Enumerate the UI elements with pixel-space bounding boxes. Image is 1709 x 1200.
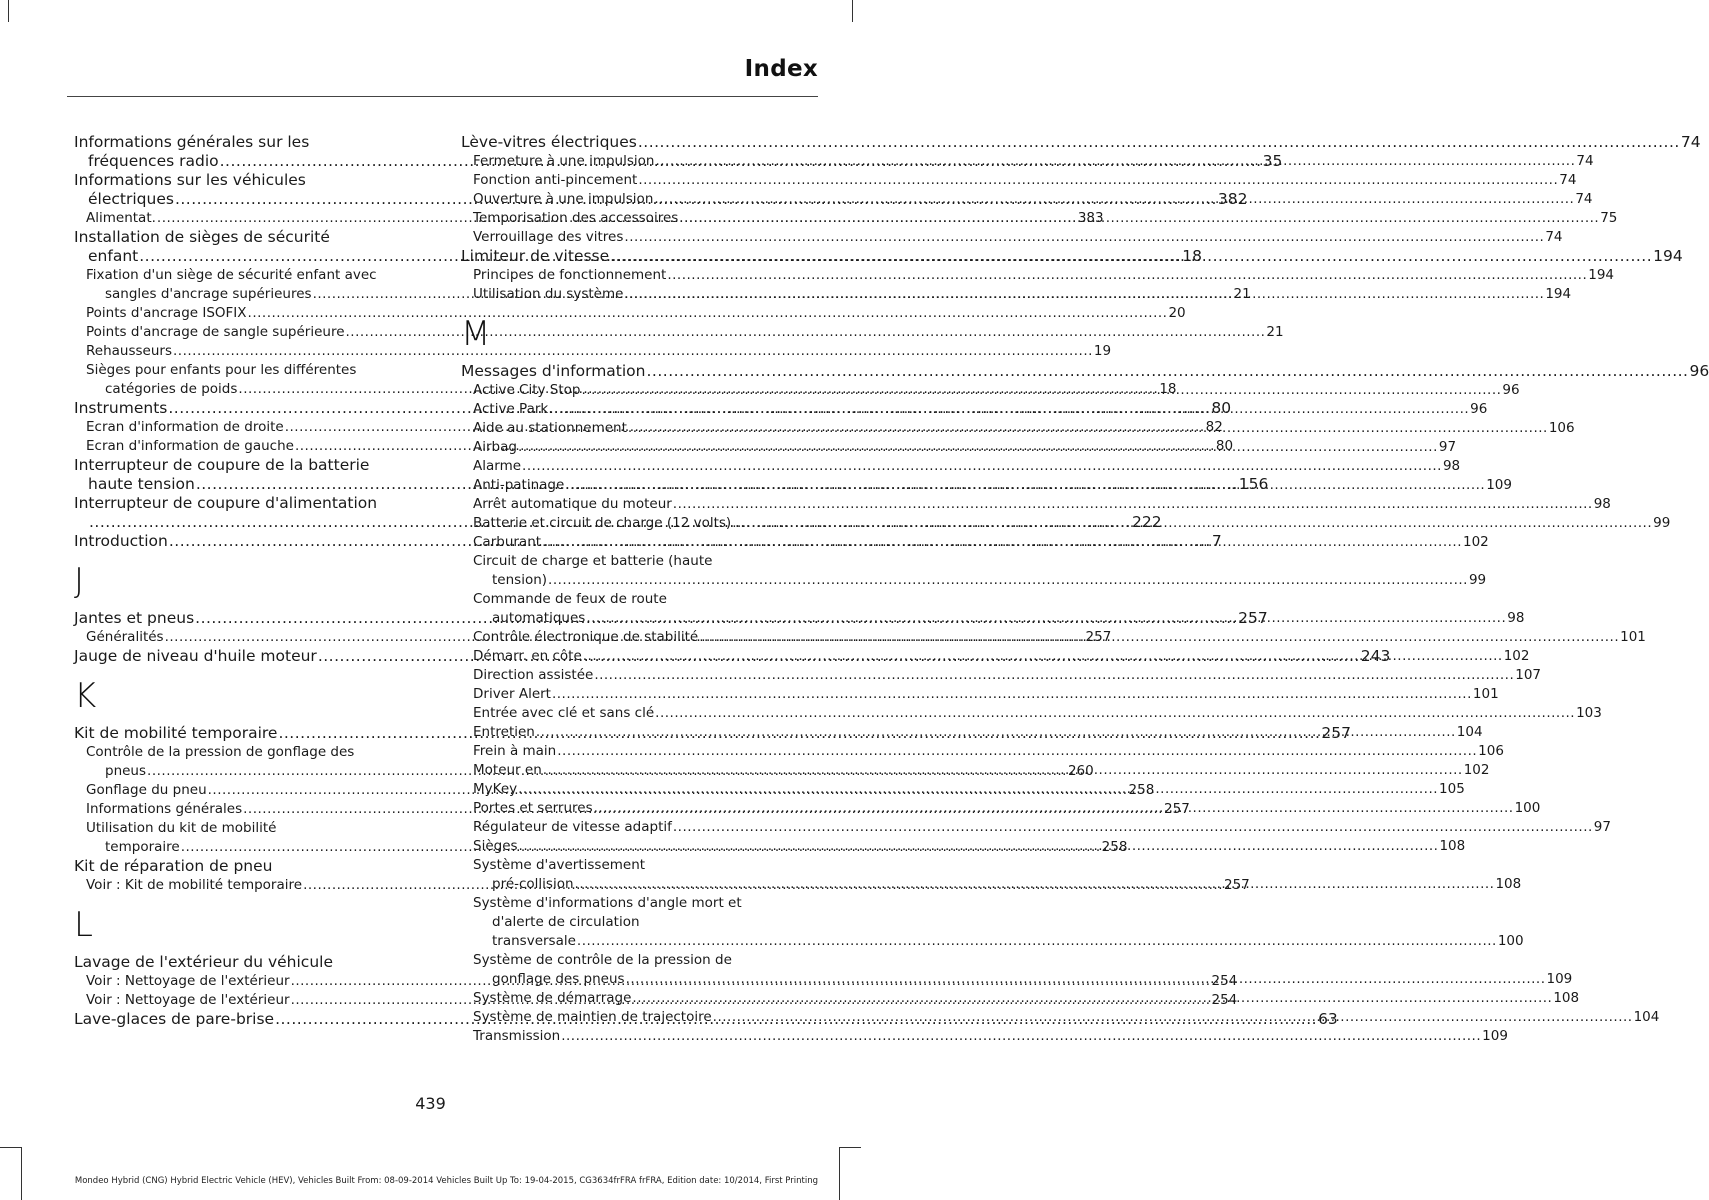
section-letter: L (74, 905, 93, 945)
entry-text: Principes de fonctionnement (473, 267, 667, 283)
dot-leader (655, 704, 1575, 723)
dot-leader (536, 723, 1456, 742)
entry-page: 102 (1463, 762, 1490, 778)
entry-text: Installation de sièges de sécurité (74, 228, 330, 246)
entry-text: Carburant (473, 534, 542, 550)
entry-page: 99 (1468, 572, 1487, 588)
entry-page: 102 (1503, 648, 1530, 664)
entry-page: 100 (1514, 800, 1541, 816)
entry-text: Voir : Nettoyage de l'extérieur (86, 973, 290, 989)
entry-text: Kit de mobilité temporaire (74, 724, 278, 742)
dot-leader (565, 476, 1485, 495)
entry-page: 99 (1653, 515, 1671, 531)
entry-text: Informations générales (86, 801, 243, 817)
entry-text: Temporisation des accessoires (473, 210, 679, 226)
entry-text: Système de démarrage (473, 990, 632, 1006)
entry-text: Alarme (473, 458, 522, 474)
footer-text: Mondeo Hybrid (CNG) Hybrid Electric Vehicle (HEV), Vehicles Built From: 08-09-2014 Vehicles Built Up To: 19-04-2015, CG3634frFRA frFRA, Edition date: 10/2014, First Printing (74, 1176, 818, 1186)
entry-page: 156 (1238, 475, 1269, 493)
index-subentry (461, 552, 1487, 590)
entry-text: pré-collision (492, 876, 574, 892)
dot-leader (586, 609, 1506, 628)
index-subentry (74, 304, 1186, 323)
entry-page: 383 (1077, 210, 1104, 226)
entry-page: 106 (1478, 743, 1504, 759)
index-subentry (461, 704, 1602, 723)
entry-page: 74 (1576, 153, 1594, 169)
index-subentry (461, 666, 1542, 685)
entry-page: 257 (1164, 801, 1190, 817)
entry-text: Kit de réparation de pneu (74, 857, 273, 875)
entry-page: 257 (1321, 724, 1352, 742)
entry-text: Active Park (473, 401, 549, 417)
entry-text: Rehausseurs (86, 343, 172, 359)
entry-text: Airbag (473, 439, 517, 455)
crop-mark (21, 1148, 22, 1200)
entry-text: MyKey (473, 781, 518, 797)
dot-leader (549, 400, 1469, 419)
entry-text: Aide au stationnement (473, 420, 627, 436)
entry-page: 109 (1482, 1028, 1508, 1044)
entry-text: Frein à main (473, 743, 557, 759)
entry-page: 18 (1182, 247, 1202, 265)
entry-text: Alimentat. (86, 210, 156, 226)
entry-text: Lavage de l'extérieur du véhicule (74, 953, 333, 971)
entry-text: Démarr. en côte (473, 648, 582, 664)
entry-page: 19 (1093, 343, 1112, 359)
header-rule (67, 96, 818, 97)
entry-text: Lave-glaces de pare-brise (74, 1010, 275, 1028)
dot-leader (699, 628, 1619, 647)
dot-leader (647, 362, 1689, 381)
entry-text: Gonflage du pneu (86, 782, 207, 798)
entry-page: 96 (1502, 382, 1520, 398)
entry-text: enfant (88, 247, 139, 265)
entry-text: Système d'avertissement (473, 857, 646, 873)
entry-text: Ecran d'information de gauche (86, 438, 294, 454)
entry-text: Circuit de charge et batterie (haute (473, 553, 713, 569)
entry-text: transversale (492, 933, 576, 949)
index-entry (461, 362, 1709, 381)
dot-leader (548, 571, 1468, 590)
entry-page: 260 (1067, 763, 1094, 779)
entry-text: pneus (105, 763, 147, 779)
entry-page: 80 (1211, 399, 1232, 417)
entry-text: Driver Alert (473, 686, 551, 702)
entry-text: Moteur en (473, 762, 542, 778)
entry-text: Contrôle de la pression de gonflage des (86, 744, 355, 760)
entry-text: Sièges (473, 838, 518, 854)
entry-page: 106 (1548, 420, 1575, 436)
entry-text: Entrée avec clé et sans clé (473, 705, 655, 721)
entry-text: d'alerte de circulation (492, 914, 640, 930)
entry-text: Fonction anti-pincement (473, 172, 638, 188)
entry-page: 103 (1576, 705, 1602, 721)
entry-page: 101 (1620, 629, 1646, 645)
entry-text: Portes et serrures (473, 800, 593, 816)
entry-text: Système de maintien de trajectoire (473, 1009, 712, 1025)
entry-page: 254 (1211, 992, 1238, 1008)
dot-leader (638, 171, 1558, 190)
entry-page: 82 (1205, 419, 1223, 435)
entry-page: 104 (1456, 724, 1483, 740)
entry-page: 101 (1472, 686, 1499, 702)
index-entry (74, 953, 424, 972)
entry-text: Contrôle électronique de stabilité (473, 629, 699, 645)
entry-page: 20 (1168, 305, 1186, 321)
dot-leader (624, 228, 1544, 247)
index-subentry (461, 685, 1499, 704)
entry-text: gonflage des pneus (492, 971, 625, 987)
index-entry (74, 857, 424, 876)
index-subentry (461, 266, 1615, 285)
entry-text: Commande de feux de route (473, 591, 667, 607)
entry-text: Ecran d'information de droite (86, 419, 284, 435)
entry-page: 75 (1600, 210, 1618, 226)
entry-text: sangles d'ancrage supérieures (105, 286, 312, 302)
index-subentry (74, 323, 1284, 342)
entry-text: Lève-vitres électriques (461, 133, 637, 151)
entry-page: 21 (1266, 324, 1284, 340)
dot-leader (594, 799, 1514, 818)
entry-text: Anti-patinage (473, 477, 565, 493)
dot-leader (713, 1008, 1633, 1027)
entry-text: Jauge de niveau d'huile moteur (74, 647, 317, 665)
page-number: 439 (415, 1094, 446, 1113)
entry-page: 102 (1462, 534, 1489, 550)
entry-text: Généralités (86, 629, 164, 645)
entry-page: 108 (1553, 990, 1580, 1006)
entry-page: 107 (1515, 667, 1542, 683)
entry-text: Sièges pour enfants pour les différentes (86, 362, 357, 378)
entry-text: Voir : Nettoyage de l'extérieur (86, 992, 290, 1008)
entry-page: 105 (1439, 781, 1465, 797)
entry-text: Informations générales sur les (74, 133, 310, 151)
entry-page: 74 (1680, 133, 1701, 151)
index-subentry (461, 495, 1611, 514)
entry-page: 243 (1360, 647, 1391, 665)
entry-text: Fixation d'un siège de sécurité enfant avec (86, 267, 377, 283)
entry-page: 35 (1262, 152, 1283, 170)
entry-page: 7 (1211, 532, 1222, 550)
index-subentry (74, 342, 1112, 361)
index-subentry (461, 171, 1577, 190)
entry-text: Entretien (473, 724, 535, 740)
entry-text: Ouverture à une impulsion (473, 191, 654, 207)
entry-text: Informations sur les véhicules (74, 171, 306, 189)
dot-leader (518, 438, 1438, 457)
entry-text: Batterie et circuit de charge (12 volts) (473, 515, 732, 531)
dot-leader (732, 514, 1652, 533)
entry-page: 258 (1128, 782, 1155, 798)
entry-text: Utilisation du kit de mobilité (86, 820, 277, 836)
entry-page: 194 (1588, 267, 1615, 283)
index-subentry (461, 742, 1504, 761)
dot-leader (577, 932, 1497, 951)
crop-mark (852, 0, 853, 22)
index-subentry (461, 228, 1563, 247)
entry-page: 108 (1495, 876, 1522, 892)
entry-page: 109 (1546, 971, 1573, 987)
dot-leader (542, 533, 1462, 552)
entry-text: haute tension (88, 475, 195, 493)
dot-leader (583, 647, 1503, 666)
dot-leader (673, 495, 1593, 514)
entry-text: Instruments (74, 399, 168, 417)
index-subentry (461, 818, 1611, 837)
dot-leader (552, 685, 1472, 704)
entry-page: 100 (1497, 933, 1524, 949)
section-letter: J (74, 561, 85, 601)
entry-text: Messages d'information (461, 362, 646, 380)
entry-page: 74 (1545, 229, 1563, 245)
entry-page: 382 (1217, 190, 1248, 208)
index-subentry (461, 533, 1489, 552)
section-letter: K (74, 676, 97, 716)
dot-leader (543, 761, 1463, 780)
entry-page: 74 (1575, 191, 1593, 207)
entry-page: 74 (1559, 172, 1577, 188)
entry-text: Verrouillage des vitres (473, 229, 624, 245)
entry-text: fréquences radio (88, 152, 219, 170)
dot-leader (594, 666, 1514, 685)
entry-text: Introduction (74, 532, 168, 550)
page-title: Index (744, 56, 818, 82)
entry-text: automatiques (492, 610, 586, 626)
entry-text: Fermeture à une impulsion (473, 153, 655, 169)
entry-page: 108 (1439, 838, 1466, 854)
entry-page: 18 (1159, 381, 1177, 397)
entry-page: 96 (1689, 362, 1709, 380)
crop-mark (839, 1148, 840, 1200)
dot-leader (667, 266, 1587, 285)
entry-text: catégories de poids (105, 381, 238, 397)
dot-leader (557, 742, 1477, 761)
entry-text: Limiteur de vitesse (461, 247, 610, 265)
entry-page: 258 (1101, 839, 1128, 855)
dot-leader (654, 190, 1574, 209)
entry-text: Interrupteur de coupure d'alimentation (74, 494, 378, 512)
dot-leader (610, 247, 1652, 266)
entry-text: Interrupteur de coupure de la batterie (74, 456, 370, 474)
section-letter: M (461, 314, 491, 354)
entry-text: Système de contrôle de la pression de (473, 952, 732, 968)
dot-leader (522, 457, 1442, 476)
dot-leader (575, 875, 1495, 894)
entry-page: 194 (1653, 247, 1683, 265)
index-subentry (461, 894, 1524, 951)
entry-text: Utilisation du système (473, 286, 624, 302)
entry-text: Jantes et pneus (74, 609, 195, 627)
entry-text: Voir : Kit de mobilité temporaire (86, 877, 303, 893)
index-subentry (461, 457, 1461, 476)
entry-page: 98 (1442, 458, 1461, 474)
entry-page: 98 (1593, 496, 1611, 512)
entry-page: 222 (1131, 513, 1162, 531)
entry-page: 98 (1507, 610, 1525, 626)
entry-page: 257 (1085, 629, 1112, 645)
entry-text: Points d'ancrage ISOFIX (86, 305, 247, 321)
entry-page: 194 (1545, 286, 1572, 302)
dot-leader (561, 1027, 1481, 1046)
dot-leader (638, 133, 1680, 152)
entry-text: Système d'informations d'angle mort et (473, 895, 742, 911)
crop-mark (8, 0, 9, 22)
entry-page: 63 (1318, 1010, 1338, 1028)
entry-page: 80 (1215, 438, 1234, 454)
dot-leader (519, 837, 1439, 856)
crop-mark (0, 1147, 22, 1148)
dot-leader (673, 818, 1593, 837)
dot-leader (632, 989, 1552, 1008)
dot-leader (624, 285, 1544, 304)
entry-text: Active City Stop (473, 382, 581, 398)
entry-text: Transmission (473, 1028, 561, 1044)
entry-text: temporaire (105, 839, 180, 855)
entry-text: Régulateur de vitesse adaptif (473, 819, 672, 835)
entry-page: 21 (1233, 286, 1251, 302)
dot-leader (679, 209, 1599, 228)
entry-page: 254 (1211, 973, 1238, 989)
dot-leader (628, 419, 1548, 438)
dot-leader (518, 780, 1438, 799)
index-subentry (461, 1027, 1508, 1046)
entry-page: 257 (1224, 877, 1250, 893)
dot-leader (655, 152, 1575, 171)
entry-page: 97 (1593, 819, 1611, 835)
entry-text: Points d'ancrage de sangle supérieure (86, 324, 345, 340)
entry-page: 257 (1238, 609, 1268, 627)
index-entry (461, 133, 1701, 152)
entry-page: 97 (1438, 439, 1457, 455)
entry-page: 104 (1633, 1009, 1660, 1025)
crop-mark (839, 1147, 861, 1148)
dot-leader (626, 970, 1546, 989)
entry-text: tension) (492, 572, 548, 588)
entry-text: Arrêt automatique du moteur (473, 496, 672, 512)
entry-text: Direction assistée (473, 667, 594, 683)
entry-page: 96 (1470, 401, 1488, 417)
entry-text: électriques (88, 190, 174, 208)
entry-page: 109 (1486, 477, 1512, 493)
dot-leader (582, 381, 1502, 400)
